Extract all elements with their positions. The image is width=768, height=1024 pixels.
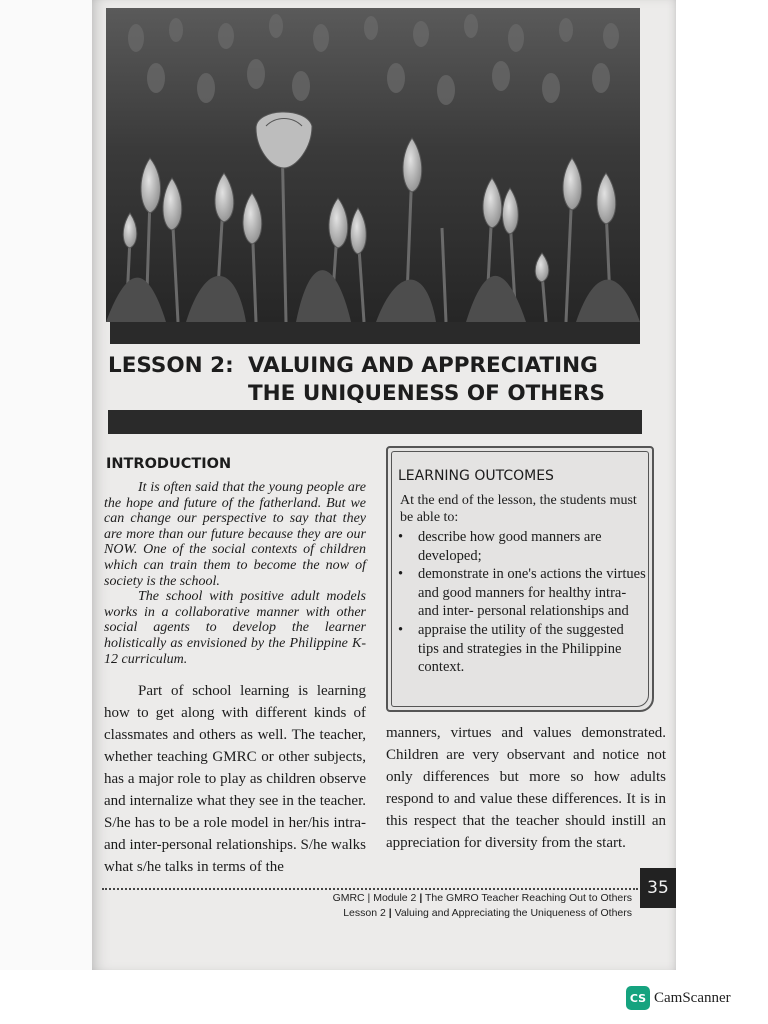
lesson-title bbox=[108, 352, 648, 408]
learning-outcomes-list bbox=[398, 528, 648, 677]
bullet-icon: • bbox=[398, 529, 404, 545]
body-paragraph: Part of school learning is learning how to get along with different kinds of classmates and others as well. The teacher, whether teaching GMRC or other subjects, has a major role to play as children observe and internalize what they see in the teacher. S/he has to be a role model in her/his intra- and inter-personal relationships. S/he walks what s/he talks in terms of the bbox=[104, 683, 366, 875]
footer-lesson-line: Lesson 2 | Valuing and Appreciating the Uniqueness of Others bbox=[343, 907, 632, 919]
outcome-item: • appraise the utility of the suggested tips and strategies in the Philippine context. bbox=[398, 621, 624, 676]
introduction-body-text bbox=[104, 680, 366, 878]
learning-outcomes-intro: At the end of the lesson, the students must be able to: bbox=[400, 493, 637, 525]
lesson-title-line2: THE UNIQUENESS OF OTHERS bbox=[248, 381, 605, 406]
camscanner-logo-icon: CS bbox=[626, 986, 650, 1010]
introduction-heading: INTRODUCTION bbox=[106, 456, 232, 472]
title-rule-top bbox=[110, 322, 640, 344]
outcome-item: • demonstrate in one's actions the virtues and good manners for healthy intra- and inter- personal relationships and bbox=[398, 566, 646, 620]
tulip-field-photo bbox=[106, 8, 640, 322]
page-number: 35 bbox=[640, 868, 676, 908]
lesson-title-line1: LESSON 2: VALUING AND APPRECIATING bbox=[108, 353, 598, 378]
book-page bbox=[92, 0, 676, 970]
footer-module-line: GMRC | Module 2 | The GMRO Teacher Reaching Out to Others bbox=[332, 892, 632, 904]
bullet-icon: • bbox=[398, 566, 404, 583]
intro-paragraph: The school with positive adult models works in a collaborative manner with other social agents to develop the learner holistically as envisioned by the Philippine K-12 curriculum. bbox=[104, 589, 366, 667]
continuation-text: manners, virtues and values demonstrated. Children are very observant and notice not only differences but more so how adults respond to and value these differences. It is in this respect that the teacher should instill an appreciation for diversity from the start. bbox=[386, 725, 666, 851]
camscanner-label: CamScanner bbox=[654, 989, 731, 1006]
scan-margin bbox=[0, 0, 92, 970]
intro-paragraph: It is often said that the young people are the hope and future of the fatherland. But we can change our perspective to say that they are more than our future because they are our NOW. One of the social contexts of children which can train them to become the now of society is the school. bbox=[104, 480, 366, 589]
title-rule-bottom bbox=[108, 410, 642, 434]
introduction-italic-text bbox=[104, 480, 366, 667]
learning-outcomes-heading: LEARNING OUTCOMES bbox=[398, 468, 554, 484]
bullet-icon: • bbox=[398, 621, 404, 638]
camscanner-watermark bbox=[626, 986, 731, 1010]
footer-rule bbox=[102, 888, 638, 890]
outcome-item: • describe how good manners are developed; bbox=[398, 529, 602, 564]
lesson-number: LESSON 2: bbox=[108, 353, 234, 378]
